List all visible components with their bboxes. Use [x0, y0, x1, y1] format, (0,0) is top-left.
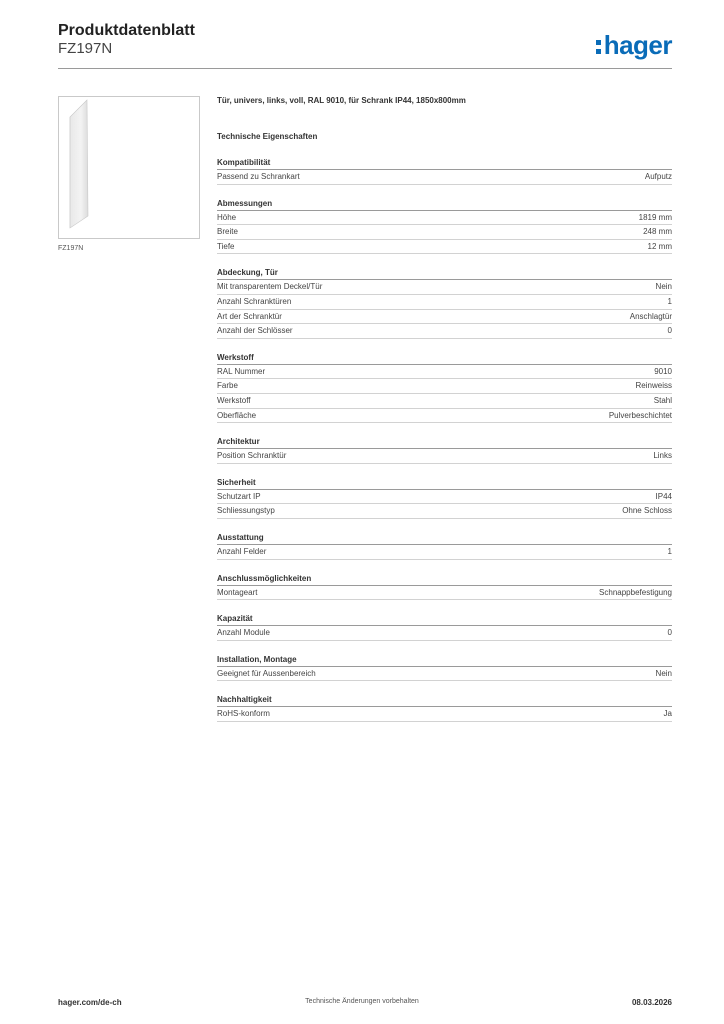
section-title: Nachhaltigkeit	[217, 693, 672, 707]
section-title: Werkstoff	[217, 351, 672, 365]
spec-section	[217, 653, 672, 682]
spec-label: Schutzart IP	[217, 491, 261, 501]
spec-section	[217, 531, 672, 560]
spec-label: Schliessungstyp	[217, 506, 275, 516]
section-title: Installation, Montage	[217, 653, 672, 667]
logo-text: hager	[603, 30, 672, 60]
spec-row	[217, 295, 672, 310]
spec-row	[217, 667, 672, 682]
spec-row	[217, 310, 672, 325]
spec-label: Geeignet für Aussenbereich	[217, 668, 316, 678]
spec-label: Breite	[217, 227, 238, 237]
section-title: Abmessungen	[217, 197, 672, 211]
header-divider	[58, 68, 672, 69]
spec-label: Anzahl der Schlösser	[217, 326, 293, 336]
product-code: FZ197N	[58, 40, 113, 57]
spec-value: 1819 mm	[638, 212, 672, 222]
spec-label: Mit transparentem Deckel/Tür	[217, 282, 323, 292]
spec-label: Farbe	[217, 381, 238, 391]
spec-content	[217, 94, 672, 722]
spec-label: Anzahl Felder	[217, 546, 267, 556]
image-caption: FZ197N	[58, 245, 84, 252]
spec-value: Nein	[655, 282, 672, 292]
spec-row	[217, 707, 672, 722]
tech-heading: Technische Eigenschaften	[217, 132, 318, 141]
spec-label: Art der Schranktür	[217, 311, 282, 321]
spec-value: Stahl	[653, 395, 672, 405]
spec-value: Links	[653, 451, 672, 461]
spec-value: Pulverbeschichtet	[608, 410, 672, 420]
spec-sections	[217, 156, 672, 722]
section-title: Anschlussmöglichkeiten	[217, 572, 672, 586]
spec-value: Reinweiss	[635, 381, 672, 391]
spec-row	[217, 211, 672, 226]
spec-label: Werkstoff	[217, 395, 251, 405]
product-description: Tür, univers, links, voll, RAL 9010, für Schrank IP44, 1850x800mm	[217, 96, 466, 105]
footer-date: 08.03.2026	[631, 998, 672, 1007]
spec-label: Montageart	[217, 587, 258, 597]
spec-row	[217, 586, 672, 601]
spec-row	[217, 490, 672, 505]
spec-label: Tiefe	[217, 241, 235, 251]
spec-value: Ja	[663, 709, 672, 719]
section-title: Kompatibilität	[217, 156, 672, 170]
spec-value: 248 mm	[643, 227, 672, 237]
spec-label: RoHS-konform	[217, 709, 270, 719]
spec-row	[217, 170, 672, 185]
spec-row	[217, 409, 672, 424]
door-panel-icon	[59, 97, 199, 238]
spec-row	[217, 504, 672, 519]
spec-row	[217, 324, 672, 339]
spec-label: RAL Nummer	[217, 366, 266, 376]
spec-value: 1	[667, 546, 672, 556]
spec-label: Anzahl Schranktüren	[217, 296, 292, 306]
product-image	[58, 96, 200, 239]
spec-label: Position Schranktür	[217, 451, 287, 461]
spec-value: Ohne Schloss	[622, 506, 672, 516]
spec-label: Passend zu Schrankart	[217, 172, 300, 181]
page-title: Produktdatenblatt	[58, 22, 195, 39]
spec-section	[217, 351, 672, 423]
spec-value: 0	[667, 326, 672, 336]
section-title: Ausstattung	[217, 531, 672, 545]
hager-logo	[596, 30, 672, 61]
spec-value: Schnappbefestigung	[599, 587, 672, 597]
spec-section	[217, 266, 672, 338]
section-title: Architektur	[217, 435, 672, 449]
spec-value: Nein	[655, 668, 672, 678]
spec-value: 0	[667, 628, 672, 638]
spec-section	[217, 572, 672, 601]
spec-section	[217, 197, 672, 255]
spec-row	[217, 626, 672, 641]
spec-value: 12 mm	[647, 241, 672, 251]
spec-label: Oberfläche	[217, 410, 257, 420]
spec-row	[217, 280, 672, 295]
spec-row	[217, 449, 672, 464]
spec-row	[217, 225, 672, 240]
spec-section	[217, 693, 672, 722]
spec-section	[217, 156, 672, 185]
spec-section	[217, 435, 672, 464]
section-title: Kapazität	[217, 612, 672, 626]
spec-value: 9010	[654, 366, 672, 376]
footer-website: hager.com/de-ch	[58, 998, 122, 1007]
spec-row	[217, 240, 672, 255]
spec-value: Aufputz	[644, 172, 672, 181]
section-title: Sicherheit	[217, 476, 672, 490]
logo-colon-icon	[596, 40, 602, 54]
spec-row	[217, 379, 672, 394]
spec-section	[217, 476, 672, 519]
spec-value: Anschlagtür	[629, 311, 672, 321]
spec-value: IP44	[655, 491, 672, 501]
spec-value: 1	[667, 296, 672, 306]
spec-label: Anzahl Module	[217, 628, 270, 638]
spec-row	[217, 365, 672, 380]
section-title: Abdeckung, Tür	[217, 266, 672, 280]
spec-section	[217, 612, 672, 641]
spec-row	[217, 394, 672, 409]
spec-row	[217, 545, 672, 560]
spec-label: Höhe	[217, 212, 237, 222]
footer-notice: Technische Änderungen vorbehalten	[305, 998, 419, 1005]
